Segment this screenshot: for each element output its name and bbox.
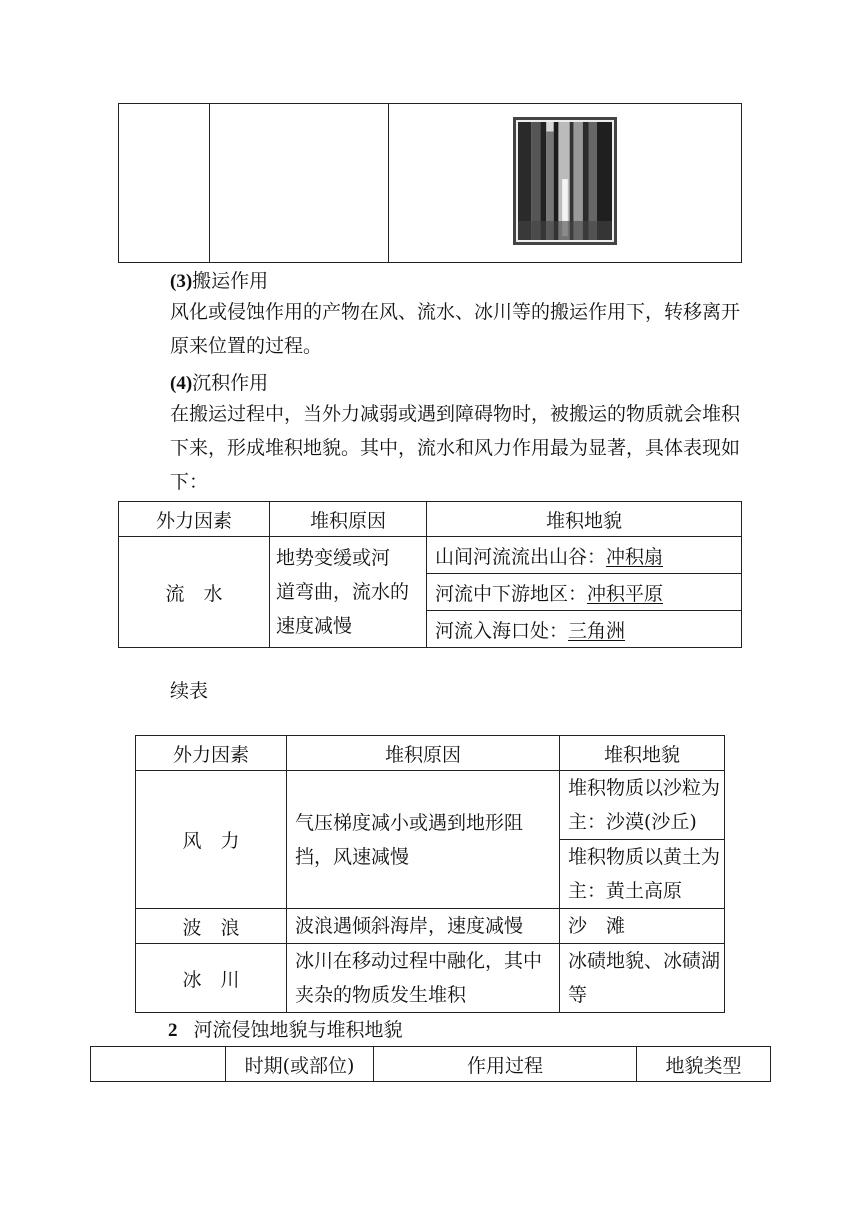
section4-number: (4) (170, 373, 193, 394)
table1-cause-line: 速度减慢 (276, 615, 353, 637)
table2-landform-loess: 堆积物质以黄土为主：黄土高原 (560, 840, 725, 909)
section3-heading (170, 266, 268, 293)
landform-location: 山间河流流出山谷： (435, 545, 607, 568)
top-table-cell-3 (389, 104, 742, 263)
table3-header-type: 地貌类型 (637, 1047, 771, 1082)
landform-answer: 三角洲 (568, 619, 626, 642)
section2-number: 2 (168, 1020, 178, 1041)
table3-header-blank (91, 1047, 226, 1082)
table2-cause-wave: 波浪遇倾斜海岸，速度减慢 (287, 909, 560, 944)
table2-cause-wind: 气压梯度减小或遇到地形阻挡，风速减慢 (287, 771, 560, 909)
table2-landform-beach: 沙 滩 (560, 909, 725, 944)
table2-cause-glacier: 冰川在移动过程中融化，其中夹杂的物质发生堆积 (287, 944, 560, 1013)
top-table-cell-1 (119, 104, 210, 263)
table1-header-row (119, 502, 742, 537)
landform-location: 河流入海口处： (435, 619, 569, 642)
rock-pillars-photo (513, 117, 617, 245)
table-row (136, 771, 725, 840)
table2-landform-desert: 堆积物质以沙粒为主：沙漠(沙丘) (560, 771, 725, 840)
table1-cause-line: 地势变缓或河 (276, 547, 391, 569)
table1-landform-cell (427, 574, 742, 611)
table1-cause-line: 道弯曲，流水的 (276, 581, 410, 603)
table2-header-factor: 外力因素 (136, 736, 287, 771)
section2-title: 河流侵蚀地貌与堆积地貌 (193, 1019, 403, 1041)
section4-title: 沉积作用 (192, 372, 269, 394)
top-table (118, 103, 742, 263)
deposition-table-2 (135, 735, 725, 1013)
table1-cause (270, 537, 427, 648)
table2-factor-glacier: 冰 川 (136, 944, 287, 1013)
table2-header-landform: 堆积地貌 (560, 736, 725, 771)
section2-heading (168, 1015, 403, 1042)
river-landform-table (90, 1046, 771, 1082)
section4-body (130, 397, 740, 499)
table-row (136, 909, 725, 944)
table-row (119, 537, 742, 574)
table1-factor-water: 流 水 (119, 537, 270, 648)
table1-landform-cell (427, 537, 742, 574)
table2-factor-wave: 波 浪 (136, 909, 287, 944)
table3-header-process: 作用过程 (374, 1047, 637, 1082)
section3-body (130, 295, 740, 363)
table2-landform-moraine: 冰碛地貌、冰碛湖等 (560, 944, 725, 1013)
deposition-table-1 (118, 501, 742, 648)
landform-answer: 冲积扇 (606, 545, 664, 568)
section3-number: (3) (170, 271, 193, 292)
table1-header-factor: 外力因素 (119, 502, 270, 537)
table1-landform-cell (427, 611, 742, 648)
section3-title: 搬运作用 (192, 270, 269, 292)
table3-header-row (91, 1047, 771, 1082)
table2-header-row (136, 736, 725, 771)
table3-header-period: 时期(或部位) (226, 1047, 374, 1082)
section4-heading (170, 368, 268, 395)
table1-header-landform: 堆积地貌 (427, 502, 742, 537)
landform-answer: 冲积平原 (587, 582, 664, 605)
landform-location: 河流中下游地区： (435, 582, 588, 605)
top-table-cell-2 (210, 104, 389, 263)
table1-header-cause: 堆积原因 (270, 502, 427, 537)
section4-body-text: 在搬运过程中，当外力减弱或遇到障碍物时，被搬运的物质就会堆积下来，形成堆积地貌。其中，流水和风力作用最为显著，具体表现如下： (170, 403, 741, 493)
continued-table-label: 续表 (170, 680, 209, 702)
table2-factor-wind: 风 力 (136, 771, 287, 909)
section3-body-text: 风化或侵蚀作用的产物在风、流水、冰川等的搬运作用下，转移离开原来位置的过程。 (170, 301, 741, 357)
table-row (136, 944, 725, 1013)
table2-header-cause: 堆积原因 (287, 736, 560, 771)
